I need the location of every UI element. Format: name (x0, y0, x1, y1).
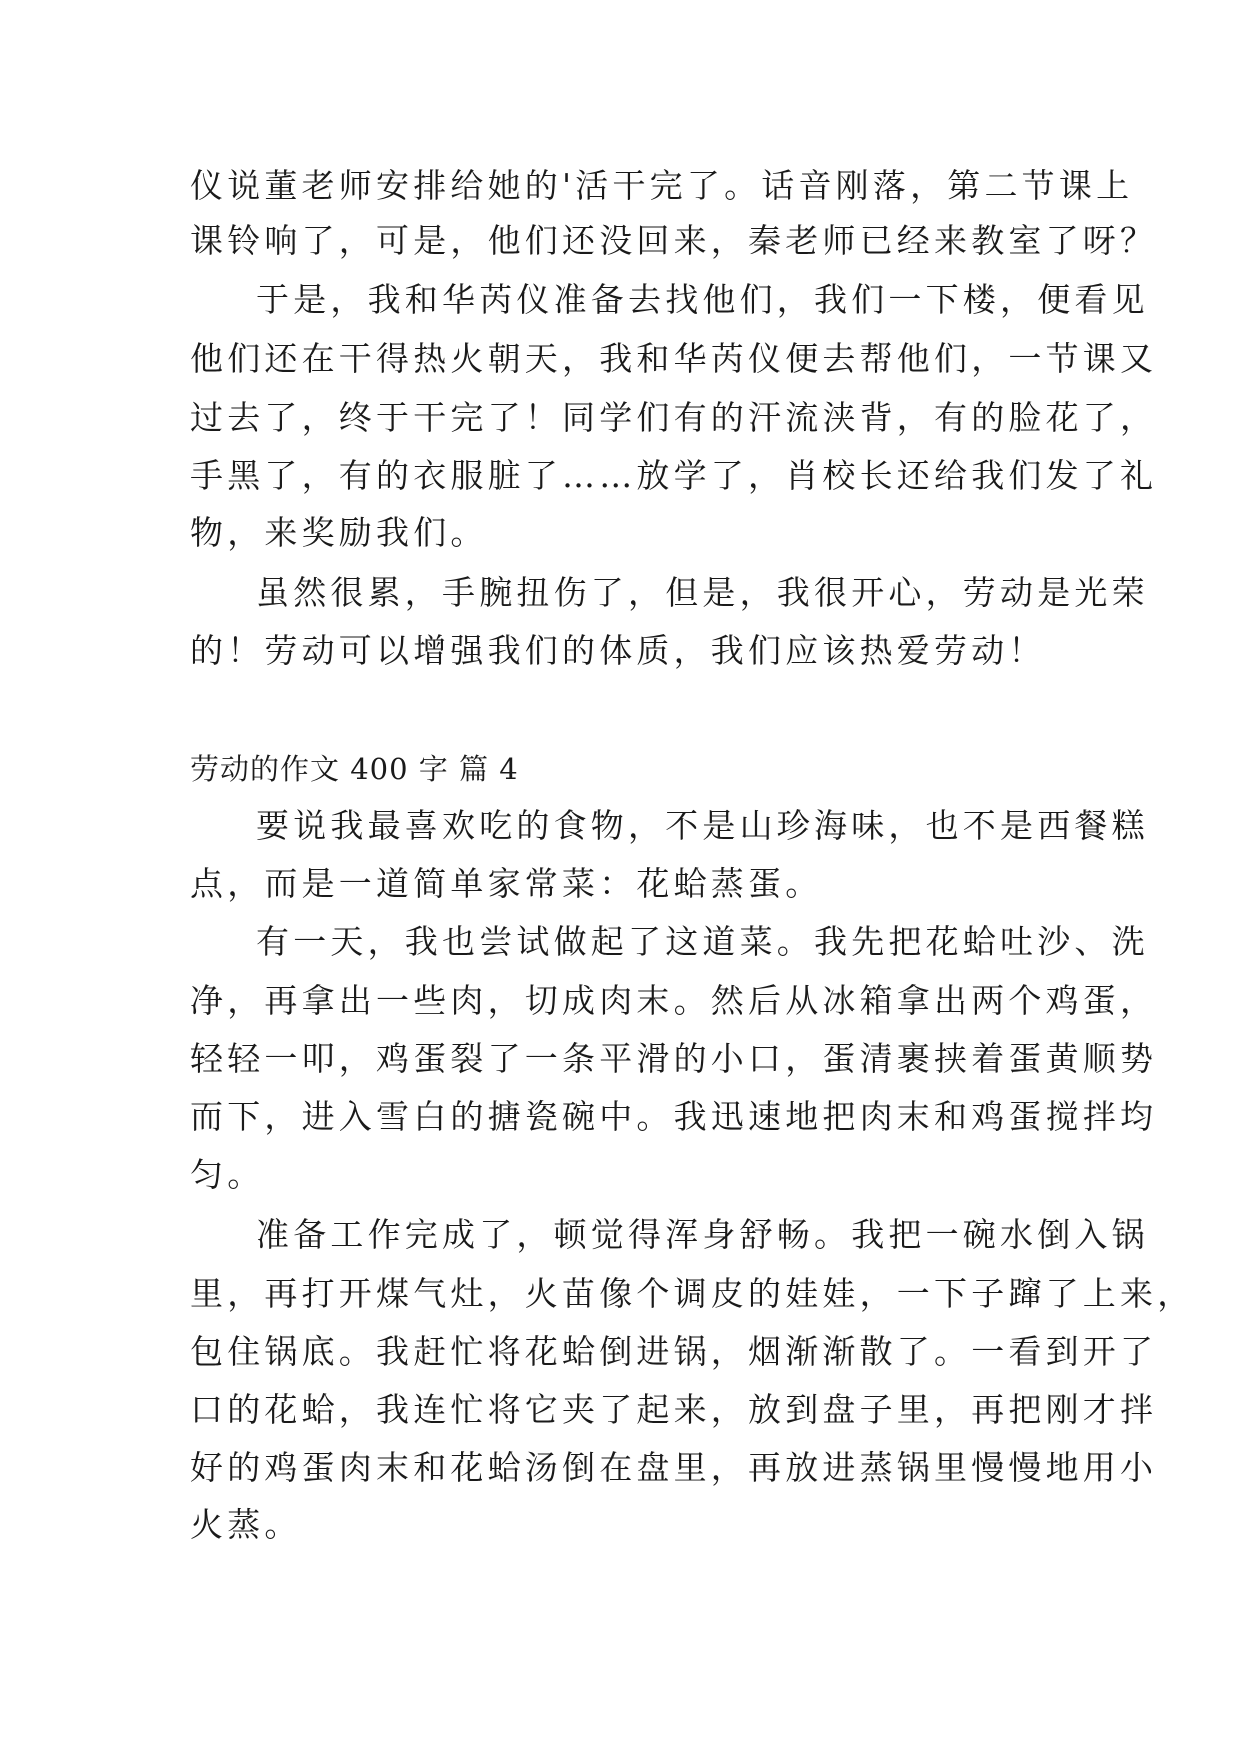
text-line: 包住锅底。我赶忙将花蛤倒进锅，烟渐渐散了。一看到开了 (190, 1332, 1158, 1371)
paragraph-start-line: 有一天，我也尝试做起了这道菜。我先把花蛤吐沙、洗 (256, 922, 1149, 961)
paragraph-start-line: 要说我最喜欢吃的食物，不是山珍海味，也不是西餐糕 (256, 806, 1149, 845)
text-line: 口的花蛤，我连忙将它夹了起来，放到盘子里，再把刚才拌 (190, 1390, 1158, 1429)
text-line: 手黑了，有的衣服脏了……放学了，肖校长还给我们发了礼 (190, 456, 1158, 495)
text-line: 课铃响了，可是，他们还没回来，秦老师已经来教室了呀？ (190, 221, 1158, 260)
paragraph-start-line: 虽然很累，手腕扭伤了，但是，我很开心，劳动是光荣 (256, 573, 1149, 612)
paragraph-start-line: 于是，我和华芮仪准备去找他们，我们一下楼，便看见 (256, 280, 1149, 319)
text-line: 他们还在干得热火朝天，我和华芮仪便去帮他们，一节课又 (190, 339, 1158, 378)
text-line: 而下，进入雪白的搪瓷碗中。我迅速地把肉末和鸡蛋搅拌均 (190, 1097, 1158, 1136)
text-line: 仪说董老师安排给她的'活干完了。话音刚落，第二节课上 (190, 166, 1134, 205)
text-line: 轻轻一叩，鸡蛋裂了一条平滑的小口，蛋清裹挟着蛋黄顺势 (190, 1039, 1158, 1078)
text-line: 点，而是一道简单家常菜：花蛤蒸蛋。 (190, 864, 823, 903)
paragraph-start-line: 准备工作完成了，顿觉得浑身舒畅。我把一碗水倒入锅 (256, 1215, 1149, 1254)
text-line: 过去了，终于干完了！同学们有的汗流浃背，有的脸花了， (190, 398, 1158, 437)
text-line: 火蒸。 (190, 1505, 302, 1544)
section-heading: 劳动的作文 400 字 篇 4 (190, 752, 519, 786)
text-line: 匀。 (190, 1155, 265, 1194)
text-line: 的！劳动可以增强我们的体质，我们应该热爱劳动！ (190, 631, 1046, 670)
text-line: 物，来奖励我们。 (190, 513, 488, 552)
text-line: 净，再拿出一些肉，切成肉末。然后从冰箱拿出两个鸡蛋， (190, 981, 1158, 1020)
text-line: 里，再打开煤气灶，火苗像个调皮的娃娃，一下子蹿了上来， (190, 1274, 1195, 1313)
text-line: 好的鸡蛋肉末和花蛤汤倒在盘里，再放进蒸锅里慢慢地用小 (190, 1448, 1158, 1487)
